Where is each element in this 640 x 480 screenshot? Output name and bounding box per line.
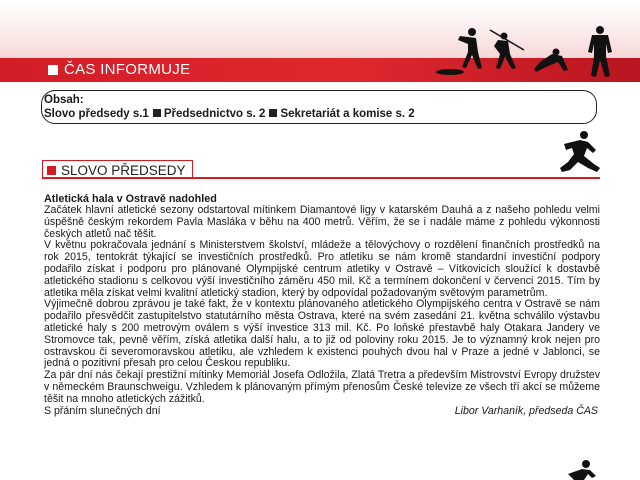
article-paragraph: Výjimečně dobrou zprávou je také fakt, že v kontextu plánovaného atletického Olympijského centra v Ostravě se nám podařilo přesvědčit zastupitelstvo statutárního města Ostrava, které na svém zasedání 21. května schválilo výstavbu atletické haly s 200 metrovým oválem s výší investice 313 mil. Kč. Po loňské přestavbě haly Otakara Jandery ve Stromovce tak, pevně věřím, získá atletika další halu, a to již od poloviny roku 2015. Je to významný krok nejen pro ostravskou či severomoravskou atletiku, ale vzhledem k existenci pouhých dvou hal v Praze a jedné v Jablonci, se jedná o pozitivní přesah pro celou Českou republiku. (44, 298, 600, 370)
athletes-silhouettes-icon (432, 22, 632, 82)
header-title: ČAS INFORMUJE (64, 61, 191, 78)
square-bullet-icon (48, 65, 58, 75)
header (48, 61, 190, 78)
contents-label: Obsah: (44, 94, 84, 106)
runner-icon (554, 128, 604, 176)
signature-row (44, 406, 600, 418)
closing-text: S přáním slunečných dní (44, 404, 161, 417)
section-divider (42, 177, 600, 179)
contents-item[interactable]: Předsednictvo s. 2 (163, 108, 266, 120)
square-bullet-icon (269, 109, 277, 117)
contents-item[interactable]: Sekretariát a komise s. 2 (280, 108, 415, 120)
square-bullet-icon (47, 166, 56, 175)
contents-box (41, 90, 597, 124)
signature: Libor Varhaník, předseda ČAS (454, 404, 598, 417)
article (44, 193, 600, 417)
square-bullet-icon (153, 109, 161, 117)
article-heading: Atletická hala v Ostravě nadohled (44, 193, 217, 205)
article-paragraph: V květnu pokračovala jednání s Ministerstvem školství, mládeže a tělovýchovy o rozdělení finančních prostředků na rok 2015, tentokrát týkající se investičních prostředků. Pro atletiku se nám kromě standardní investiční podpory podařilo získat i podporu pro plánované Olympijské centrum atletiky v Ostravě – Vítkovicích sloužící k dostavbě atletického stadionu s celkovou výší investičního záměru 450 mil. Kč a termínem dokončení v červenci 2015. Tím by atletika měla získat velmi kvalitní atletický stadion, který by odpovídal požadovaným světovým parametrům. (44, 239, 600, 299)
contents-item[interactable]: Slovo předsedy s.1 (44, 108, 149, 120)
contents-list (44, 107, 586, 121)
article-paragraph: Začátek hlavní atletické sezony odstartoval mítinkem Diamantové ligy v katarském Dauhá a z našeho pohledu velmi úspěšně českým rekordem Pavla Masláka v běhu na 400 metrů. Věřím, že se i nadále máme z pohledu výkonnosti českých atletů nač těšit. (44, 204, 600, 240)
section-title: SLOVO PŘEDSEDY (61, 162, 186, 178)
runner-icon (556, 458, 606, 480)
article-paragraph: Za pár dní nás čekají prestižní mítinky Memoriál Josefa Odložila, Zlatá Tretra a především Mistrovství Evropy družstev v německém Braunschweigu. Vzhledem k plánovaným přímým přenosům České televize ze všech tří akcí se můžeme těšit na mnoho atletických zážitků. (44, 369, 600, 405)
